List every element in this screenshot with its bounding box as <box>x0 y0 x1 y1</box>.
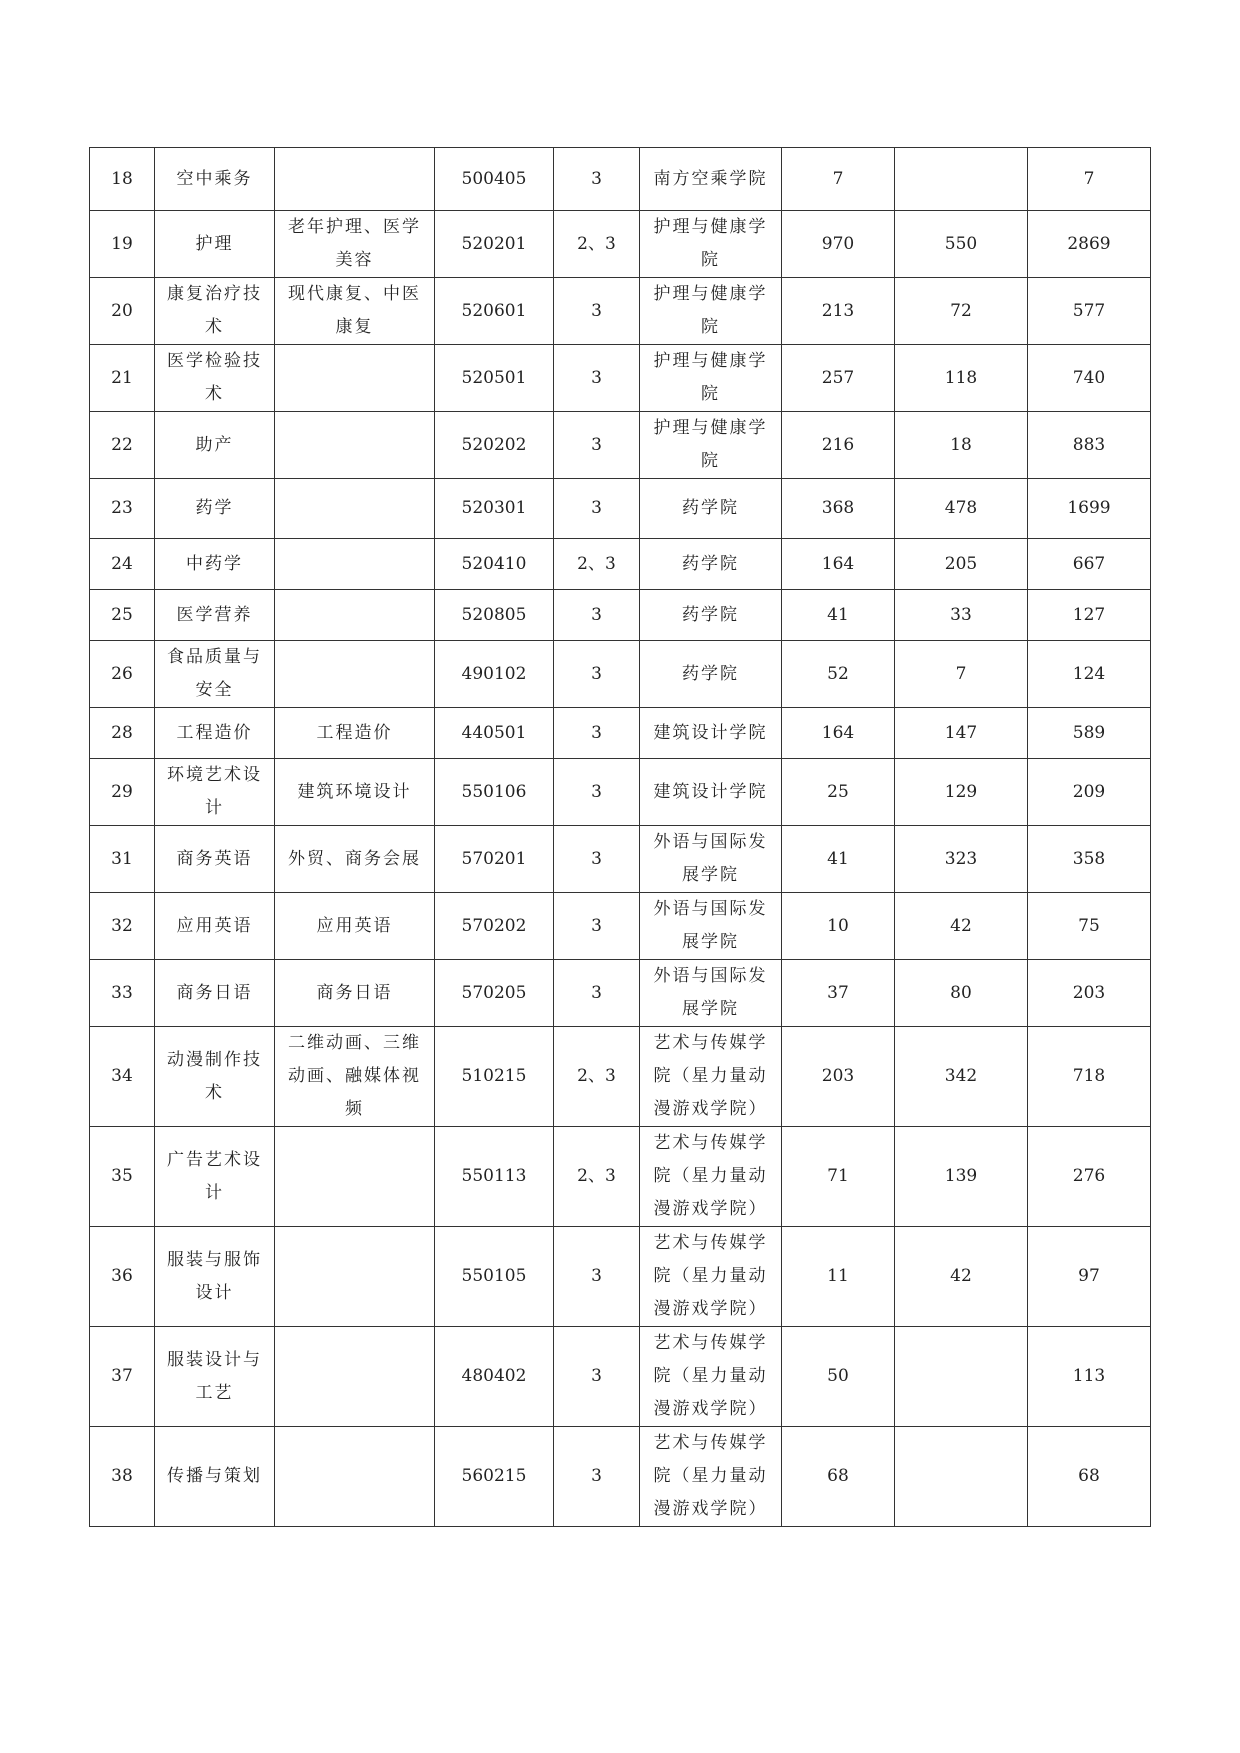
count-col-2-cell: 18 <box>895 412 1028 479</box>
count-col-1-cell: 368 <box>782 479 895 539</box>
major-name-cell: 空中乘务 <box>155 148 275 211</box>
total-count-cell: 127 <box>1028 590 1151 641</box>
major-name-cell: 医学检验技术 <box>155 345 275 412</box>
study-years-cell: 3 <box>554 412 640 479</box>
count-col-1-cell: 25 <box>782 759 895 826</box>
college-cell: 外语与国际发展学院 <box>640 893 782 960</box>
count-col-1-cell: 50 <box>782 1327 895 1427</box>
count-col-1-cell: 71 <box>782 1127 895 1227</box>
major-code-cell: 570202 <box>435 893 554 960</box>
row-number-cell: 36 <box>90 1227 155 1327</box>
major-code-cell: 520805 <box>435 590 554 641</box>
table-row <box>90 211 1151 278</box>
major-name-cell: 服装设计与工艺 <box>155 1327 275 1427</box>
study-years-cell: 3 <box>554 960 640 1027</box>
row-number-cell: 37 <box>90 1327 155 1427</box>
count-col-1-cell: 41 <box>782 826 895 893</box>
total-count-cell: 577 <box>1028 278 1151 345</box>
major-name-cell: 服装与服饰设计 <box>155 1227 275 1327</box>
major-name-cell: 工程造价 <box>155 708 275 759</box>
major-code-cell: 520410 <box>435 539 554 590</box>
college-cell: 艺术与传媒学院（星力量动漫游戏学院） <box>640 1327 782 1427</box>
major-name-cell: 商务英语 <box>155 826 275 893</box>
count-col-1-cell: 7 <box>782 148 895 211</box>
table-row <box>90 345 1151 412</box>
major-name-cell: 广告艺术设计 <box>155 1127 275 1227</box>
row-number-cell: 34 <box>90 1027 155 1127</box>
major-code-cell: 520601 <box>435 278 554 345</box>
college-cell: 艺术与传媒学院（星力量动漫游戏学院） <box>640 1127 782 1227</box>
college-cell: 护理与健康学院 <box>640 211 782 278</box>
major-direction-cell <box>275 590 435 641</box>
college-cell: 外语与国际发展学院 <box>640 960 782 1027</box>
row-number-cell: 35 <box>90 1127 155 1227</box>
row-number-cell: 22 <box>90 412 155 479</box>
table-row <box>90 278 1151 345</box>
major-direction-cell: 建筑环境设计 <box>275 759 435 826</box>
total-count-cell: 1699 <box>1028 479 1151 539</box>
count-col-2-cell <box>895 1427 1028 1527</box>
count-col-2-cell: 33 <box>895 590 1028 641</box>
count-col-1-cell: 213 <box>782 278 895 345</box>
major-direction-cell <box>275 1227 435 1327</box>
row-number-cell: 19 <box>90 211 155 278</box>
table-row <box>90 1227 1151 1327</box>
table-row <box>90 412 1151 479</box>
total-count-cell: 2869 <box>1028 211 1151 278</box>
college-cell: 建筑设计学院 <box>640 759 782 826</box>
table-row <box>90 1327 1151 1427</box>
study-years-cell: 2、3 <box>554 1027 640 1127</box>
count-col-2-cell: 118 <box>895 345 1028 412</box>
college-cell: 艺术与传媒学院（星力量动漫游戏学院） <box>640 1027 782 1127</box>
college-cell: 护理与健康学院 <box>640 345 782 412</box>
total-count-cell: 276 <box>1028 1127 1151 1227</box>
major-code-cell: 550106 <box>435 759 554 826</box>
major-code-cell: 480402 <box>435 1327 554 1427</box>
major-code-cell: 490102 <box>435 641 554 708</box>
count-col-2-cell: 147 <box>895 708 1028 759</box>
total-count-cell: 718 <box>1028 1027 1151 1127</box>
study-years-cell: 3 <box>554 278 640 345</box>
major-name-cell: 药学 <box>155 479 275 539</box>
table-row <box>90 1427 1151 1527</box>
table-row <box>90 759 1151 826</box>
major-direction-cell: 二维动画、三维动画、融媒体视频 <box>275 1027 435 1127</box>
row-number-cell: 25 <box>90 590 155 641</box>
row-number-cell: 18 <box>90 148 155 211</box>
count-col-2-cell: 139 <box>895 1127 1028 1227</box>
major-code-cell: 520501 <box>435 345 554 412</box>
count-col-2-cell: 42 <box>895 1227 1028 1327</box>
count-col-2-cell <box>895 1327 1028 1427</box>
major-direction-cell: 商务日语 <box>275 960 435 1027</box>
major-name-cell: 中药学 <box>155 539 275 590</box>
row-number-cell: 26 <box>90 641 155 708</box>
college-cell: 药学院 <box>640 479 782 539</box>
major-direction-cell: 现代康复、中医康复 <box>275 278 435 345</box>
study-years-cell: 3 <box>554 1327 640 1427</box>
row-number-cell: 38 <box>90 1427 155 1527</box>
enrollment-table <box>89 147 1151 1527</box>
college-cell: 药学院 <box>640 590 782 641</box>
table-row <box>90 641 1151 708</box>
major-code-cell: 440501 <box>435 708 554 759</box>
major-direction-cell <box>275 412 435 479</box>
row-number-cell: 32 <box>90 893 155 960</box>
total-count-cell: 124 <box>1028 641 1151 708</box>
total-count-cell: 740 <box>1028 345 1151 412</box>
study-years-cell: 3 <box>554 641 640 708</box>
study-years-cell: 3 <box>554 148 640 211</box>
count-col-2-cell: 129 <box>895 759 1028 826</box>
table-row <box>90 479 1151 539</box>
major-code-cell: 570201 <box>435 826 554 893</box>
major-code-cell: 570205 <box>435 960 554 1027</box>
total-count-cell: 75 <box>1028 893 1151 960</box>
study-years-cell: 3 <box>554 1227 640 1327</box>
major-direction-cell <box>275 641 435 708</box>
major-name-cell: 商务日语 <box>155 960 275 1027</box>
count-col-1-cell: 68 <box>782 1427 895 1527</box>
major-code-cell: 520301 <box>435 479 554 539</box>
count-col-1-cell: 52 <box>782 641 895 708</box>
table-body <box>90 148 1151 1527</box>
count-col-2-cell: 550 <box>895 211 1028 278</box>
major-name-cell: 助产 <box>155 412 275 479</box>
major-direction-cell <box>275 345 435 412</box>
table-row <box>90 893 1151 960</box>
count-col-2-cell: 342 <box>895 1027 1028 1127</box>
major-direction-cell: 工程造价 <box>275 708 435 759</box>
major-direction-cell <box>275 1127 435 1227</box>
major-direction-cell: 老年护理、医学美容 <box>275 211 435 278</box>
study-years-cell: 2、3 <box>554 1127 640 1227</box>
count-col-1-cell: 970 <box>782 211 895 278</box>
row-number-cell: 23 <box>90 479 155 539</box>
count-col-2-cell: 42 <box>895 893 1028 960</box>
college-cell: 药学院 <box>640 641 782 708</box>
college-cell: 建筑设计学院 <box>640 708 782 759</box>
study-years-cell: 3 <box>554 759 640 826</box>
total-count-cell: 667 <box>1028 539 1151 590</box>
total-count-cell: 97 <box>1028 1227 1151 1327</box>
major-direction-cell <box>275 1427 435 1527</box>
major-code-cell: 510215 <box>435 1027 554 1127</box>
major-direction-cell <box>275 148 435 211</box>
count-col-2-cell: 478 <box>895 479 1028 539</box>
row-number-cell: 29 <box>90 759 155 826</box>
count-col-2-cell: 72 <box>895 278 1028 345</box>
row-number-cell: 24 <box>90 539 155 590</box>
major-code-cell: 550113 <box>435 1127 554 1227</box>
college-cell: 护理与健康学院 <box>640 278 782 345</box>
major-code-cell: 520202 <box>435 412 554 479</box>
count-col-1-cell: 164 <box>782 708 895 759</box>
major-name-cell: 应用英语 <box>155 893 275 960</box>
table-row <box>90 960 1151 1027</box>
major-direction-cell: 外贸、商务会展 <box>275 826 435 893</box>
study-years-cell: 3 <box>554 826 640 893</box>
count-col-1-cell: 257 <box>782 345 895 412</box>
major-direction-cell <box>275 539 435 590</box>
total-count-cell: 7 <box>1028 148 1151 211</box>
count-col-1-cell: 10 <box>782 893 895 960</box>
table-row <box>90 1027 1151 1127</box>
count-col-1-cell: 11 <box>782 1227 895 1327</box>
count-col-2-cell: 7 <box>895 641 1028 708</box>
major-code-cell: 560215 <box>435 1427 554 1527</box>
major-direction-cell <box>275 1327 435 1427</box>
row-number-cell: 28 <box>90 708 155 759</box>
total-count-cell: 883 <box>1028 412 1151 479</box>
table-row <box>90 539 1151 590</box>
college-cell: 药学院 <box>640 539 782 590</box>
major-direction-cell <box>275 479 435 539</box>
count-col-1-cell: 164 <box>782 539 895 590</box>
count-col-2-cell <box>895 148 1028 211</box>
study-years-cell: 3 <box>554 893 640 960</box>
row-number-cell: 33 <box>90 960 155 1027</box>
study-years-cell: 3 <box>554 345 640 412</box>
major-name-cell: 传播与策划 <box>155 1427 275 1527</box>
major-direction-cell: 应用英语 <box>275 893 435 960</box>
count-col-2-cell: 205 <box>895 539 1028 590</box>
count-col-1-cell: 37 <box>782 960 895 1027</box>
major-name-cell: 康复治疗技术 <box>155 278 275 345</box>
major-code-cell: 520201 <box>435 211 554 278</box>
study-years-cell: 3 <box>554 708 640 759</box>
total-count-cell: 358 <box>1028 826 1151 893</box>
college-cell: 外语与国际发展学院 <box>640 826 782 893</box>
major-name-cell: 食品质量与安全 <box>155 641 275 708</box>
major-name-cell: 动漫制作技术 <box>155 1027 275 1127</box>
table-row <box>90 826 1151 893</box>
table-row <box>90 1127 1151 1227</box>
total-count-cell: 68 <box>1028 1427 1151 1527</box>
count-col-1-cell: 203 <box>782 1027 895 1127</box>
count-col-1-cell: 216 <box>782 412 895 479</box>
table-row <box>90 148 1151 211</box>
major-name-cell: 环境艺术设计 <box>155 759 275 826</box>
college-cell: 护理与健康学院 <box>640 412 782 479</box>
count-col-2-cell: 323 <box>895 826 1028 893</box>
study-years-cell: 3 <box>554 479 640 539</box>
major-name-cell: 医学营养 <box>155 590 275 641</box>
row-number-cell: 20 <box>90 278 155 345</box>
table-row <box>90 708 1151 759</box>
major-code-cell: 550105 <box>435 1227 554 1327</box>
college-cell: 南方空乘学院 <box>640 148 782 211</box>
total-count-cell: 203 <box>1028 960 1151 1027</box>
count-col-1-cell: 41 <box>782 590 895 641</box>
study-years-cell: 3 <box>554 590 640 641</box>
college-cell: 艺术与传媒学院（星力量动漫游戏学院） <box>640 1427 782 1527</box>
study-years-cell: 2、3 <box>554 539 640 590</box>
count-col-2-cell: 80 <box>895 960 1028 1027</box>
total-count-cell: 113 <box>1028 1327 1151 1427</box>
study-years-cell: 3 <box>554 1427 640 1527</box>
major-name-cell: 护理 <box>155 211 275 278</box>
total-count-cell: 209 <box>1028 759 1151 826</box>
row-number-cell: 31 <box>90 826 155 893</box>
major-code-cell: 500405 <box>435 148 554 211</box>
college-cell: 艺术与传媒学院（星力量动漫游戏学院） <box>640 1227 782 1327</box>
study-years-cell: 2、3 <box>554 211 640 278</box>
row-number-cell: 21 <box>90 345 155 412</box>
table-row <box>90 590 1151 641</box>
total-count-cell: 589 <box>1028 708 1151 759</box>
